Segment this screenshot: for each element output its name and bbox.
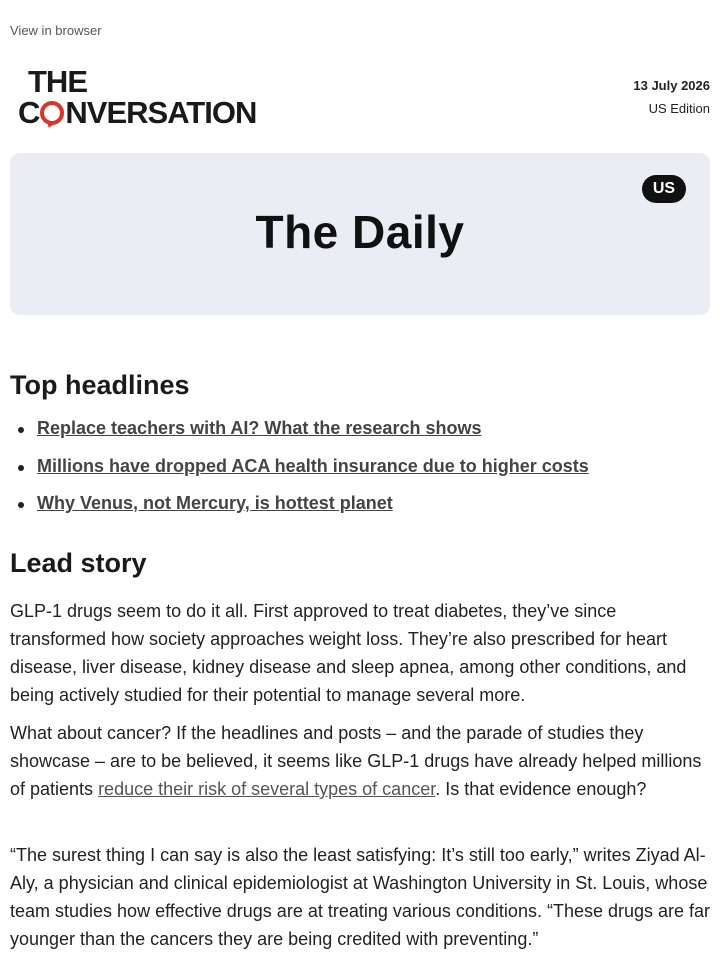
logo-text-conversation [18, 97, 256, 128]
banner-title: The Daily [255, 206, 465, 258]
lead-paragraph-3: “The surest thing I can say is also the least satisfying: It’s still too early,” writes Ziyad Al-Aly, a physician and clinical epidemiologist at Washington University in St. Louis, whose team studies how effective drugs are at treating various conditions. “These drugs are far younger than the cancers they are being credited with preventing.” [10, 845, 711, 949]
view-in-browser-link[interactable]: View in browser [10, 23, 102, 38]
bullet-icon [18, 502, 24, 508]
bullet-icon [18, 465, 24, 471]
speech-bubble-icon [40, 101, 64, 125]
headline-link[interactable]: Replace teachers with AI? What the research shows [37, 418, 482, 438]
list-item [10, 493, 589, 531]
lead-paragraph-2 [10, 719, 715, 803]
cancer-risk-link[interactable]: reduce their risk of several types of cancer [98, 779, 436, 799]
logo-letters-rest: NVERSATION [65, 95, 257, 130]
issue-date: 13 July 2026 [633, 78, 710, 93]
list-item [10, 456, 589, 494]
edition-label: US Edition [648, 101, 710, 116]
the-daily-banner [10, 153, 710, 315]
the-conversation-logo[interactable] [18, 66, 256, 128]
top-headlines-heading: Top headlines [10, 370, 190, 400]
paragraph-text: . Is that evidence enough? [435, 779, 647, 799]
lead-story-heading: Lead story [10, 548, 147, 578]
list-item [10, 418, 589, 456]
paragraph-text: What about cancer? If the headlines and posts – and the parade of studies they showcase – are to be believed, it seems like GLP-1 drugs have already helped millions of patients [10, 723, 702, 799]
edition-badge: US [642, 175, 686, 203]
headline-link[interactable]: Millions have dropped ACA health insurance due to higher costs [37, 455, 589, 476]
headline-link[interactable]: Why Venus, not Mercury, is hottest planet [37, 493, 393, 513]
bullet-icon [18, 427, 24, 433]
headline-list [10, 418, 589, 531]
logo-text-the: THE [28, 64, 87, 99]
issue-info [633, 74, 710, 120]
lead-paragraph-1: GLP-1 drugs seem to do it all. First approved to treat diabetes, they’ve since transformed how society approaches weight loss. They’re also prescribed for heart disease, liver disease, kidney disease and sleep apnea, among other conditions, and being actively studied for their potential to manage several more. [10, 601, 687, 705]
logo-letter-c: C [18, 95, 40, 130]
